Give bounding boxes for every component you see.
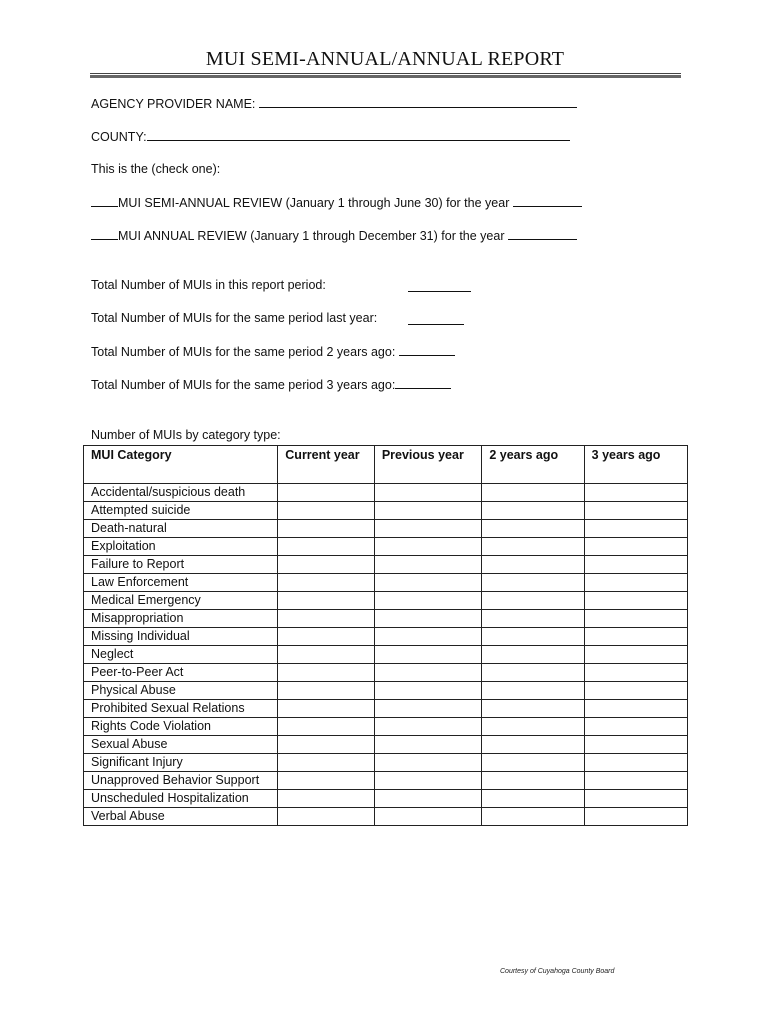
category-cell: Rights Code Violation	[84, 718, 278, 736]
2-years-ago-cell[interactable]	[482, 610, 584, 628]
annual-label: MUI ANNUAL REVIEW (January 1 through December 31) for the year	[118, 229, 505, 243]
2-years-ago-cell[interactable]	[482, 808, 584, 826]
2-years-ago-cell[interactable]	[482, 628, 584, 646]
current-year-cell[interactable]	[278, 646, 375, 664]
2-years-ago-cell[interactable]	[482, 646, 584, 664]
total-3-years-label: Total Number of MUIs for the same period 3 years ago:	[91, 378, 396, 392]
total-last-year-row	[91, 310, 377, 326]
table-row	[84, 646, 688, 664]
page-title: MUI SEMI-ANNUAL/ANNUAL REPORT	[205, 48, 565, 70]
total-last-year-label: Total Number of MUIs for the same period last year:	[91, 311, 378, 325]
total-2-years-label: Total Number of MUIs for the same period 2 years ago:	[91, 345, 396, 359]
3-years-ago-cell[interactable]	[584, 700, 687, 718]
current-year-cell[interactable]	[278, 682, 375, 700]
3-years-ago-cell[interactable]	[584, 808, 687, 826]
semi-annual-label: MUI SEMI-ANNUAL REVIEW (January 1 through June 30) for the year	[118, 196, 510, 210]
3-years-ago-cell[interactable]	[584, 610, 687, 628]
3-years-ago-cell[interactable]	[584, 592, 687, 610]
3-years-ago-cell[interactable]	[584, 484, 687, 502]
county-label: COUNTY:	[91, 130, 147, 144]
total-2-years-field[interactable]	[399, 343, 455, 356]
3-years-ago-cell[interactable]	[584, 646, 687, 664]
3-years-ago-cell[interactable]	[584, 772, 687, 790]
3-years-ago-cell[interactable]	[584, 790, 687, 808]
table-row	[84, 502, 688, 520]
check-one-text: This is the (check one):	[91, 162, 221, 176]
2-years-ago-cell[interactable]	[482, 592, 584, 610]
category-cell: Peer-to-Peer Act	[84, 664, 278, 682]
3-years-ago-cell[interactable]	[584, 754, 687, 772]
table-row	[84, 556, 688, 574]
current-year-cell[interactable]	[278, 610, 375, 628]
category-cell: Verbal Abuse	[84, 808, 278, 826]
header-previous-year: Previous year	[374, 446, 482, 484]
3-years-ago-cell[interactable]	[584, 574, 687, 592]
current-year-cell[interactable]	[278, 718, 375, 736]
2-years-ago-cell[interactable]	[482, 556, 584, 574]
category-cell: Significant Injury	[84, 754, 278, 772]
header-3-years-ago: 3 years ago	[584, 446, 687, 484]
agency-label: AGENCY PROVIDER NAME:	[91, 97, 256, 111]
current-year-cell[interactable]	[278, 520, 375, 538]
courtesy-note: Courtesy of Cuyahoga County Board	[500, 968, 615, 975]
current-year-cell[interactable]	[278, 754, 375, 772]
table-row	[84, 754, 688, 772]
table-row	[84, 682, 688, 700]
2-years-ago-cell[interactable]	[482, 754, 584, 772]
current-year-cell[interactable]	[278, 592, 375, 610]
current-year-cell[interactable]	[278, 664, 375, 682]
header-current-year: Current year	[278, 446, 375, 484]
annual-check-field[interactable]	[91, 227, 118, 240]
title-divider	[90, 73, 681, 78]
header-2-years-ago: 2 years ago	[482, 446, 584, 484]
previous-year-cell[interactable]	[374, 700, 482, 718]
current-year-cell[interactable]	[278, 628, 375, 646]
3-years-ago-cell[interactable]	[584, 718, 687, 736]
current-year-cell[interactable]	[278, 700, 375, 718]
previous-year-cell[interactable]	[374, 502, 482, 520]
current-year-cell[interactable]	[278, 484, 375, 502]
table-row	[84, 790, 688, 808]
table-row	[84, 772, 688, 790]
category-cell: Prohibited Sexual Relations	[84, 700, 278, 718]
total-2-years-row	[91, 343, 455, 360]
header-mui-category: MUI Category	[84, 446, 278, 484]
table-row	[84, 700, 688, 718]
previous-year-cell[interactable]	[374, 790, 482, 808]
agency-row	[91, 95, 577, 112]
3-years-ago-cell[interactable]	[584, 538, 687, 556]
previous-year-cell[interactable]	[374, 682, 482, 700]
previous-year-cell[interactable]	[374, 520, 482, 538]
category-cell: Attempted suicide	[84, 502, 278, 520]
total-current-row	[91, 277, 326, 293]
mui-category-table	[83, 445, 688, 826]
table-row	[84, 484, 688, 502]
previous-year-cell[interactable]	[374, 718, 482, 736]
table-row	[84, 592, 688, 610]
2-years-ago-cell[interactable]	[482, 520, 584, 538]
annual-row	[91, 227, 577, 244]
current-year-cell[interactable]	[278, 808, 375, 826]
county-row	[91, 128, 570, 145]
category-cell: Missing Individual	[84, 628, 278, 646]
2-years-ago-cell[interactable]	[482, 700, 584, 718]
2-years-ago-cell[interactable]	[482, 772, 584, 790]
previous-year-cell[interactable]	[374, 754, 482, 772]
category-cell: Unscheduled Hospitalization	[84, 790, 278, 808]
table-row	[84, 520, 688, 538]
2-years-ago-cell[interactable]	[482, 736, 584, 754]
previous-year-cell[interactable]	[374, 646, 482, 664]
previous-year-cell[interactable]	[374, 610, 482, 628]
3-years-ago-cell[interactable]	[584, 556, 687, 574]
3-years-ago-cell[interactable]	[584, 520, 687, 538]
previous-year-cell[interactable]	[374, 556, 482, 574]
2-years-ago-cell[interactable]	[482, 790, 584, 808]
3-years-ago-cell[interactable]	[584, 664, 687, 682]
category-cell: Law Enforcement	[84, 574, 278, 592]
category-cell: Failure to Report	[84, 556, 278, 574]
current-year-cell[interactable]	[278, 502, 375, 520]
category-cell: Accidental/suspicious death	[84, 484, 278, 502]
total-3-years-row	[91, 376, 451, 393]
2-years-ago-cell[interactable]	[482, 502, 584, 520]
annual-year-field[interactable]	[508, 227, 577, 240]
previous-year-cell[interactable]	[374, 538, 482, 556]
county-field[interactable]	[147, 128, 570, 141]
table-row	[84, 628, 688, 646]
total-3-years-field[interactable]	[395, 376, 451, 389]
previous-year-cell[interactable]	[374, 664, 482, 682]
2-years-ago-cell[interactable]	[482, 718, 584, 736]
category-cell: Sexual Abuse	[84, 736, 278, 754]
2-years-ago-cell[interactable]	[482, 682, 584, 700]
category-cell: Neglect	[84, 646, 278, 664]
3-years-ago-cell[interactable]	[584, 736, 687, 754]
2-years-ago-cell[interactable]	[482, 574, 584, 592]
table-row	[84, 664, 688, 682]
previous-year-cell[interactable]	[374, 628, 482, 646]
table-row	[84, 736, 688, 754]
category-cell: Medical Emergency	[84, 592, 278, 610]
table-row	[84, 574, 688, 592]
table-header-row	[84, 446, 688, 484]
table-row	[84, 808, 688, 826]
current-year-cell[interactable]	[278, 556, 375, 574]
category-cell: Physical Abuse	[84, 682, 278, 700]
current-year-cell[interactable]	[278, 736, 375, 754]
total-last-year-field[interactable]	[408, 312, 464, 325]
previous-year-cell[interactable]	[374, 484, 482, 502]
previous-year-cell[interactable]	[374, 736, 482, 754]
category-cell: Exploitation	[84, 538, 278, 556]
total-current-label: Total Number of MUIs in this report period:	[91, 278, 326, 292]
current-year-cell[interactable]	[278, 538, 375, 556]
previous-year-cell[interactable]	[374, 592, 482, 610]
total-current-field[interactable]	[408, 279, 471, 292]
current-year-cell[interactable]	[278, 574, 375, 592]
current-year-cell[interactable]	[278, 772, 375, 790]
previous-year-cell[interactable]	[374, 574, 482, 592]
current-year-cell[interactable]	[278, 790, 375, 808]
table-caption: Number of MUIs by category type:	[91, 428, 281, 442]
3-years-ago-cell[interactable]	[584, 502, 687, 520]
2-years-ago-cell[interactable]	[482, 664, 584, 682]
category-cell: Unapproved Behavior Support	[84, 772, 278, 790]
table-row	[84, 610, 688, 628]
table-row	[84, 538, 688, 556]
agency-name-field[interactable]	[259, 95, 577, 108]
3-years-ago-cell[interactable]	[584, 682, 687, 700]
category-cell: Death-natural	[84, 520, 278, 538]
table-row	[84, 718, 688, 736]
3-years-ago-cell[interactable]	[584, 628, 687, 646]
2-years-ago-cell[interactable]	[482, 538, 584, 556]
2-years-ago-cell[interactable]	[482, 484, 584, 502]
previous-year-cell[interactable]	[374, 772, 482, 790]
semi-annual-year-field[interactable]	[513, 194, 582, 207]
category-cell: Misappropriation	[84, 610, 278, 628]
semi-annual-row	[91, 194, 582, 211]
previous-year-cell[interactable]	[374, 808, 482, 826]
semi-annual-check-field[interactable]	[91, 194, 118, 207]
